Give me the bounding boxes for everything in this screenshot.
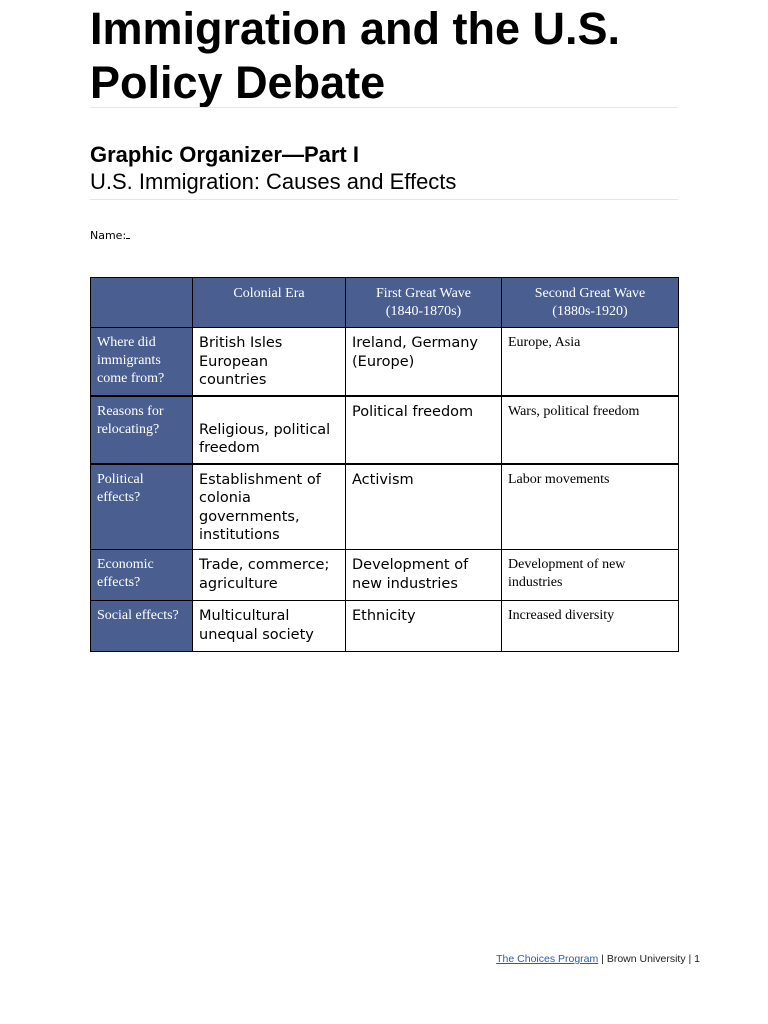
row-label: Where did immigrants come from?: [91, 328, 193, 396]
cell-second-wave[interactable]: Europe, Asia: [502, 328, 679, 396]
header-cell-first-great-wave: First Great Wave (1840-1870s): [346, 278, 502, 328]
row-label: Reasons for relocating?: [91, 396, 193, 464]
choices-program-link[interactable]: The Choices Program: [496, 953, 599, 965]
row-label: Political effects?: [91, 464, 193, 550]
page-footer: [496, 953, 700, 966]
section-subheading: U.S. Immigration: Causes and Effects: [90, 169, 457, 194]
section-heading: Graphic Organizer—Part I: [90, 142, 359, 167]
cell-first-wave[interactable]: Ireland, Germany (Europe): [346, 328, 502, 396]
name-blank-line[interactable]: [126, 228, 130, 239]
header-cell-colonial-era: Colonial Era: [193, 278, 346, 328]
cell-second-wave[interactable]: Increased diversity: [502, 601, 679, 652]
table-header-row: [91, 278, 679, 328]
row-label: Social effects?: [91, 601, 193, 652]
cell-first-wave[interactable]: Development of new industries: [346, 550, 502, 601]
table-row: [91, 396, 679, 464]
title-line-1: Immigration and the U.S.: [90, 3, 621, 54]
cell-second-wave[interactable]: Development of new industries: [502, 550, 679, 601]
page-title: [90, 2, 678, 110]
cell-colonial[interactable]: Trade, commerce; agriculture: [193, 550, 346, 601]
graphic-organizer-table: [90, 277, 679, 652]
title-line-2: Policy Debate: [90, 57, 386, 108]
cell-colonial[interactable]: Establishment of colonia governments, institutions: [193, 464, 346, 550]
table-row: [91, 601, 679, 652]
cell-first-wave[interactable]: Political freedom: [346, 396, 502, 464]
name-field[interactable]: [90, 228, 130, 243]
name-label: Name:: [90, 229, 127, 242]
cell-second-wave[interactable]: Wars, political freedom: [502, 396, 679, 464]
footer-text: | Brown University | 1: [598, 953, 700, 965]
cell-colonial[interactable]: Religious, political freedom: [193, 396, 346, 464]
cell-first-wave[interactable]: Ethnicity: [346, 601, 502, 652]
header-cell-second-great-wave: Second Great Wave (1880s-1920): [502, 278, 679, 328]
cell-colonial[interactable]: Multicultural unequal society: [193, 601, 346, 652]
table-row: [91, 464, 679, 550]
header-cell-empty: [91, 278, 193, 328]
row-label: Economic effects?: [91, 550, 193, 601]
table-row: [91, 328, 679, 396]
cell-first-wave[interactable]: Activism: [346, 464, 502, 550]
cell-second-wave[interactable]: Labor movements: [502, 464, 679, 550]
cell-colonial[interactable]: British Isles European countries: [193, 328, 346, 396]
section-divider: [90, 199, 678, 200]
title-divider: [90, 107, 678, 108]
table-row: [91, 550, 679, 601]
